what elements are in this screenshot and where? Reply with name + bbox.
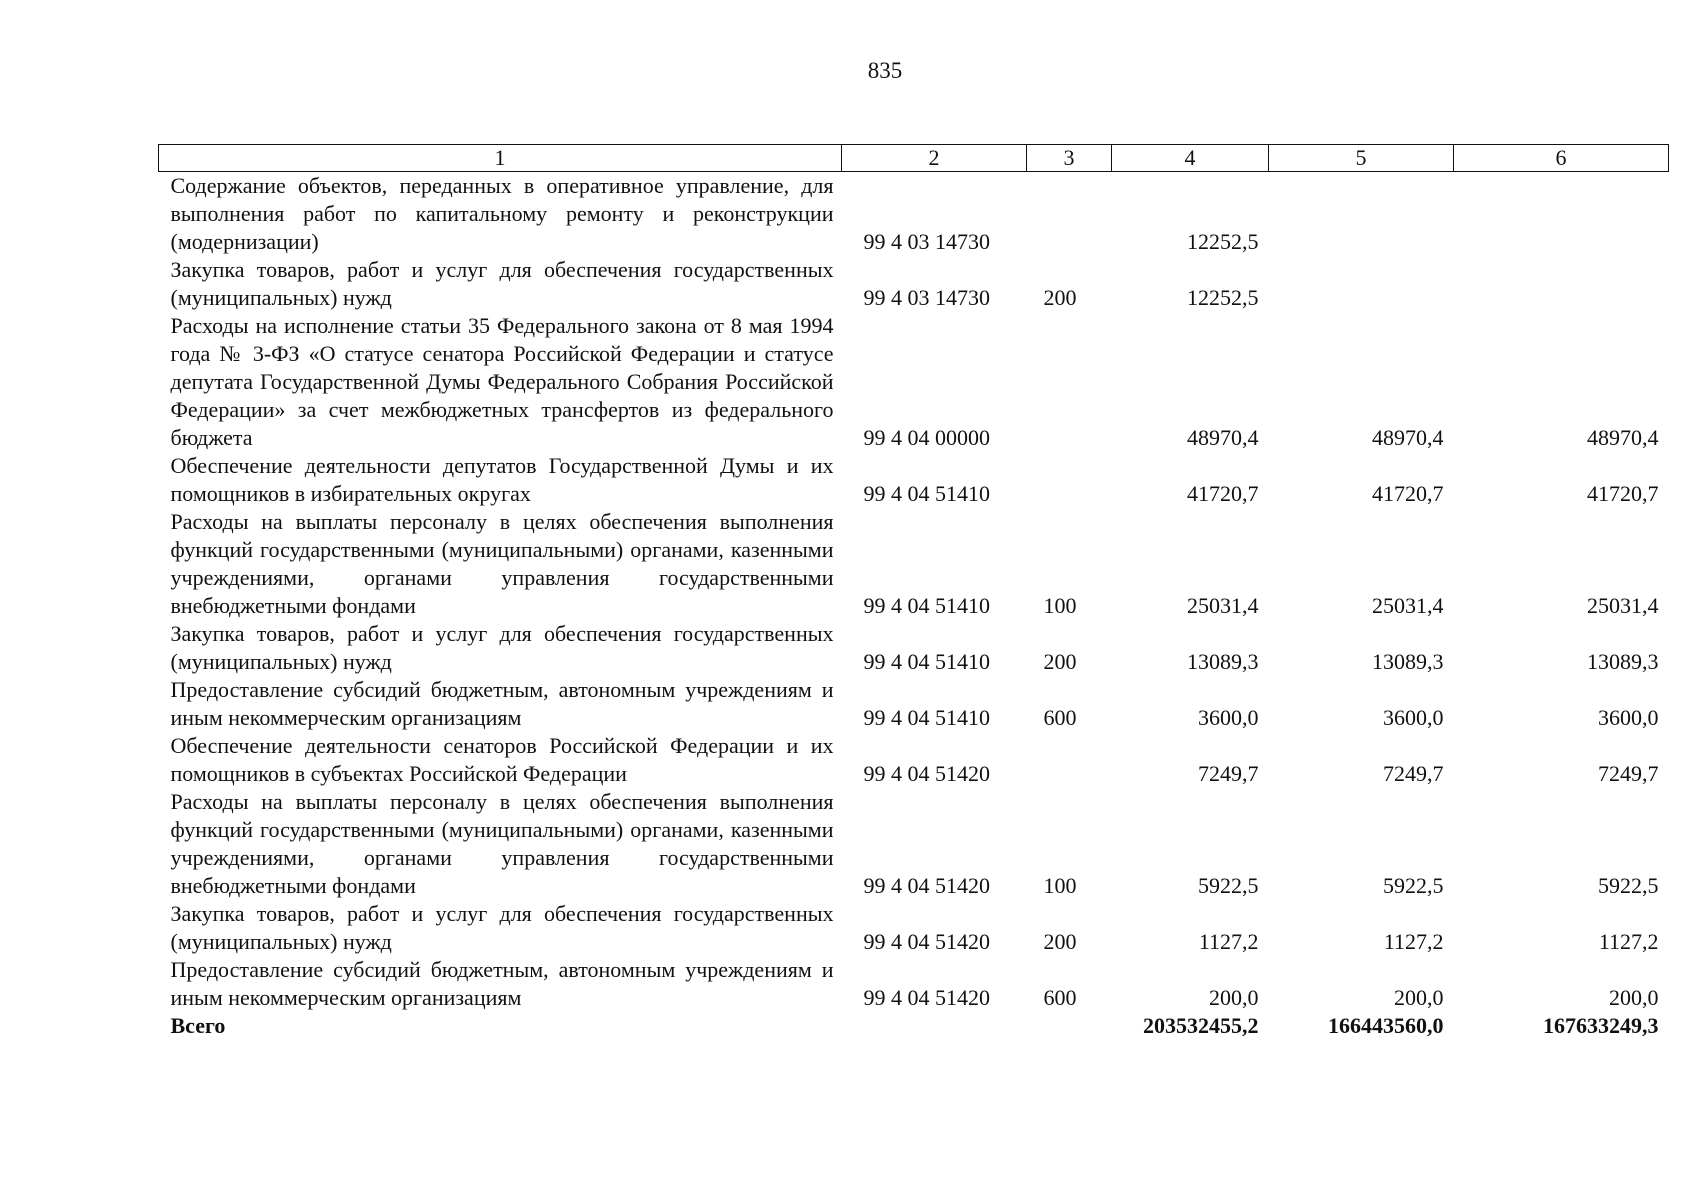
row-value-col6	[1454, 256, 1669, 312]
row-value-col6: 200,0	[1609, 985, 1659, 1010]
row-name: Расходы на выплаты персоналу в целях обеспечения выполнения функций государственными (муниципальными) органами, казенными учреждениями, органами управления государственными внебюджетными фондами	[170, 789, 834, 898]
row-value-col4: 5922,5	[1198, 873, 1259, 898]
row-value-col5: 25031,4	[1372, 593, 1444, 618]
table-row	[159, 256, 1669, 312]
row-expense-type	[1027, 452, 1112, 508]
row-value-col5: 41720,7	[1372, 481, 1444, 506]
table-row	[159, 732, 1669, 788]
row-expense-type	[1027, 172, 1112, 257]
total-value-col6: 167633249,3	[1543, 1013, 1659, 1038]
row-value-col6: 41720,7	[1587, 481, 1659, 506]
row-expense-type: 200	[1043, 649, 1077, 674]
row-value-col5: 200,0	[1394, 985, 1444, 1010]
row-expense-type: 200	[1043, 285, 1077, 310]
row-value-col5: 7249,7	[1383, 761, 1444, 786]
row-value-col4: 1127,2	[1198, 929, 1259, 954]
row-value-col5	[1269, 172, 1454, 257]
total-value-col4: 203532455,2	[1143, 1013, 1259, 1038]
table-row	[159, 788, 1669, 900]
row-expense-type: 100	[1043, 873, 1077, 898]
row-value-col5	[1269, 256, 1454, 312]
column-header-6: 6	[1454, 145, 1669, 172]
row-expense-type: 100	[1043, 593, 1077, 618]
row-value-col4: 13089,3	[1187, 649, 1259, 674]
row-expense-type	[1027, 312, 1112, 452]
row-code: 99 4 04 51420	[863, 985, 990, 1010]
row-value-col6: 5922,5	[1598, 873, 1659, 898]
row-value-col4: 25031,4	[1187, 593, 1259, 618]
table-row	[159, 312, 1669, 452]
row-code: 99 4 04 51410	[863, 593, 990, 618]
row-code: 99 4 03 14730	[863, 229, 990, 254]
row-value-col6: 1127,2	[1598, 929, 1659, 954]
row-value-col6: 3600,0	[1598, 705, 1659, 730]
total-value-col5: 166443560,0	[1328, 1013, 1444, 1038]
table-row	[159, 956, 1669, 1012]
table-row	[159, 620, 1669, 676]
budget-table	[158, 144, 1669, 1040]
row-name: Предоставление субсидий бюджетным, автономным учреждениям и иным некоммерческим организациям	[170, 957, 834, 1010]
row-expense-type	[1027, 732, 1112, 788]
column-header-3: 3	[1027, 145, 1112, 172]
total-label: Всего	[170, 1013, 226, 1038]
total-code	[842, 1012, 1027, 1040]
row-value-col4: 12252,5	[1187, 229, 1259, 254]
row-value-col6: 25031,4	[1587, 593, 1659, 618]
row-value-col4: 7249,7	[1198, 761, 1259, 786]
row-value-col5: 1127,2	[1383, 929, 1444, 954]
row-code: 99 4 04 51420	[863, 761, 990, 786]
row-value-col5: 5922,5	[1383, 873, 1444, 898]
row-expense-type: 600	[1043, 705, 1077, 730]
row-code: 99 4 04 51410	[863, 481, 990, 506]
column-header-4: 4	[1112, 145, 1269, 172]
page-number: 835	[867, 58, 903, 83]
row-value-col5: 13089,3	[1372, 649, 1444, 674]
row-value-col5: 3600,0	[1383, 705, 1444, 730]
row-value-col5: 48970,4	[1372, 425, 1444, 450]
table-row	[159, 508, 1669, 620]
row-value-col4: 41720,7	[1187, 481, 1259, 506]
row-code: 99 4 04 51420	[863, 929, 990, 954]
row-name: Содержание объектов, переданных в оперативное управление, для выполнения работ по капитальному ремонту и реконструкции (модернизации)	[170, 173, 834, 254]
row-value-col4: 200,0	[1209, 985, 1259, 1010]
total-row	[159, 1012, 1669, 1040]
column-header-5: 5	[1269, 145, 1454, 172]
table-row	[159, 172, 1669, 257]
row-code: 99 4 03 14730	[863, 285, 990, 310]
row-name: Закупка товаров, работ и услуг для обеспечения государственных (муниципальных) нужд	[170, 257, 834, 310]
column-header-2: 2	[842, 145, 1027, 172]
row-value-col4: 48970,4	[1187, 425, 1259, 450]
table-header-row	[159, 145, 1669, 172]
row-expense-type: 600	[1043, 985, 1077, 1010]
row-value-col6	[1454, 172, 1669, 257]
row-name: Обеспечение деятельности депутатов Государственной Думы и их помощников в избирательных округах	[170, 453, 834, 506]
row-name: Расходы на исполнение статьи 35 Федерального закона от 8 мая 1994 года № 3-ФЗ «О статусе сенатора Российской Федерации и статусе депутата Государственной Думы Федерального Собрания Российской Федерации» за счет межбюджетных трансфертов из федерального бюджета	[170, 313, 834, 450]
table-row	[159, 676, 1669, 732]
row-code: 99 4 04 00000	[863, 425, 990, 450]
row-expense-type: 200	[1043, 929, 1077, 954]
row-code: 99 4 04 51410	[863, 649, 990, 674]
row-value-col4: 12252,5	[1187, 285, 1259, 310]
row-value-col4: 3600,0	[1198, 705, 1259, 730]
row-value-col6: 7249,7	[1598, 761, 1659, 786]
row-code: 99 4 04 51410	[863, 705, 990, 730]
row-name: Закупка товаров, работ и услуг для обеспечения государственных (муниципальных) нужд	[170, 901, 834, 954]
column-header-1: 1	[159, 145, 842, 172]
row-name: Закупка товаров, работ и услуг для обеспечения государственных (муниципальных) нужд	[170, 621, 834, 674]
row-name: Обеспечение деятельности сенаторов Российской Федерации и их помощников в субъектах Российской Федерации	[170, 733, 834, 786]
table-row	[159, 900, 1669, 956]
row-value-col6: 48970,4	[1587, 425, 1659, 450]
total-expense-type	[1027, 1012, 1112, 1040]
row-name: Расходы на выплаты персоналу в целях обеспечения выполнения функций государственными (муниципальными) органами, казенными учреждениями, органами управления государственными внебюджетными фондами	[170, 509, 834, 618]
row-value-col6: 13089,3	[1587, 649, 1659, 674]
row-name: Предоставление субсидий бюджетным, автономным учреждениям и иным некоммерческим организациям	[170, 677, 834, 730]
table-row	[159, 452, 1669, 508]
row-code: 99 4 04 51420	[863, 873, 990, 898]
